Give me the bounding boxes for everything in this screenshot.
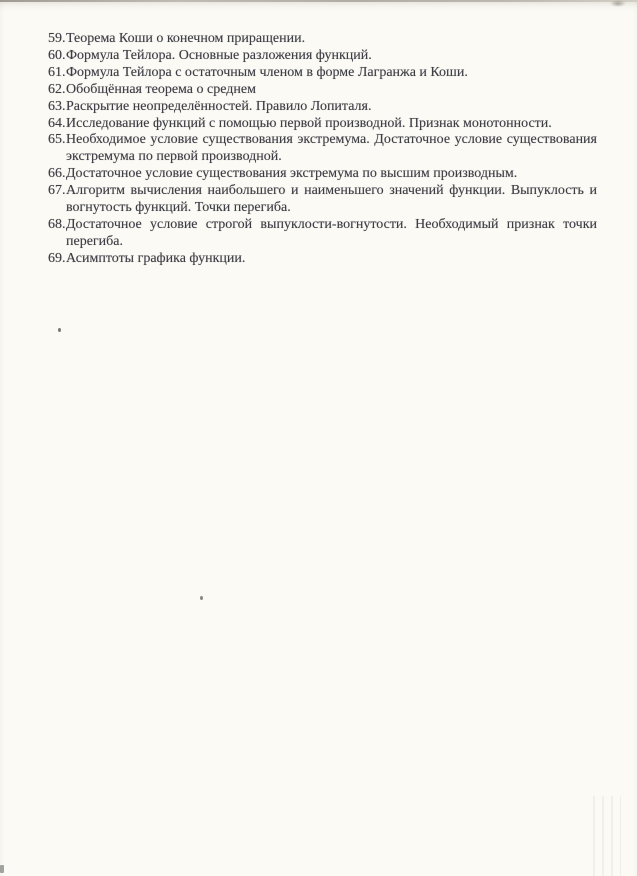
list-item <box>48 132 597 166</box>
item-number: 66. <box>48 166 66 182</box>
item-text: Необходимое условие существования экстремума. Достаточное условие существования экстремума по первой производной. <box>66 132 597 165</box>
scan-dust-speck <box>58 328 61 332</box>
list-item <box>48 82 597 99</box>
item-text: Исследование функций с помощью первой производной. Признак монотонности. <box>66 115 552 131</box>
list-item <box>48 217 597 251</box>
item-number: 62. <box>48 81 66 97</box>
scan-smudge <box>610 0 626 7</box>
item-number: 65. <box>48 132 66 148</box>
item-number: 68. <box>48 216 66 232</box>
list-item <box>48 251 597 268</box>
item-text: Достаточное условие существования экстремума по высшим производным. <box>66 166 518 182</box>
item-text: Достаточное условие строгой выпуклости-вогнутости. Необходимый признак точки перегиба. <box>66 216 597 249</box>
item-text: Асимптоты графика функции. <box>66 250 246 266</box>
item-text: Обобщённая теорема о среднем <box>66 81 256 97</box>
item-text: Формула Тейлора с остаточным членом в форме Лагранжа и Коши. <box>66 64 468 80</box>
list-item <box>48 48 597 65</box>
list-item <box>48 116 597 133</box>
item-number: 69. <box>48 250 66 266</box>
item-number: 67. <box>48 183 66 199</box>
scan-dust-speck <box>0 865 4 873</box>
list-item <box>48 183 597 217</box>
list-item <box>48 31 597 48</box>
item-number: 60. <box>48 47 66 63</box>
list-item <box>48 65 597 82</box>
item-text: Раскрытие неопределённостей. Правило Лопиталя. <box>66 98 372 114</box>
list-item <box>48 166 597 183</box>
scan-fold-artifact <box>593 796 621 876</box>
item-text: Формула Тейлора. Основные разложения функций. <box>66 47 372 63</box>
item-number: 61. <box>48 64 66 80</box>
item-number: 63. <box>48 98 66 114</box>
scan-dust-speck <box>200 596 203 600</box>
item-text: Теорема Коши о конечном приращении. <box>66 31 306 46</box>
scan-top-edge-shadow <box>0 0 637 2</box>
question-list <box>48 31 597 268</box>
item-number: 64. <box>48 115 66 131</box>
item-text: Алгоритм вычисления наибольшего и наименьшего значений функции. Выпуклость и вогнутость функций. Точки перегиба. <box>66 183 597 216</box>
item-number: 59. <box>48 31 66 46</box>
list-item <box>48 99 597 116</box>
